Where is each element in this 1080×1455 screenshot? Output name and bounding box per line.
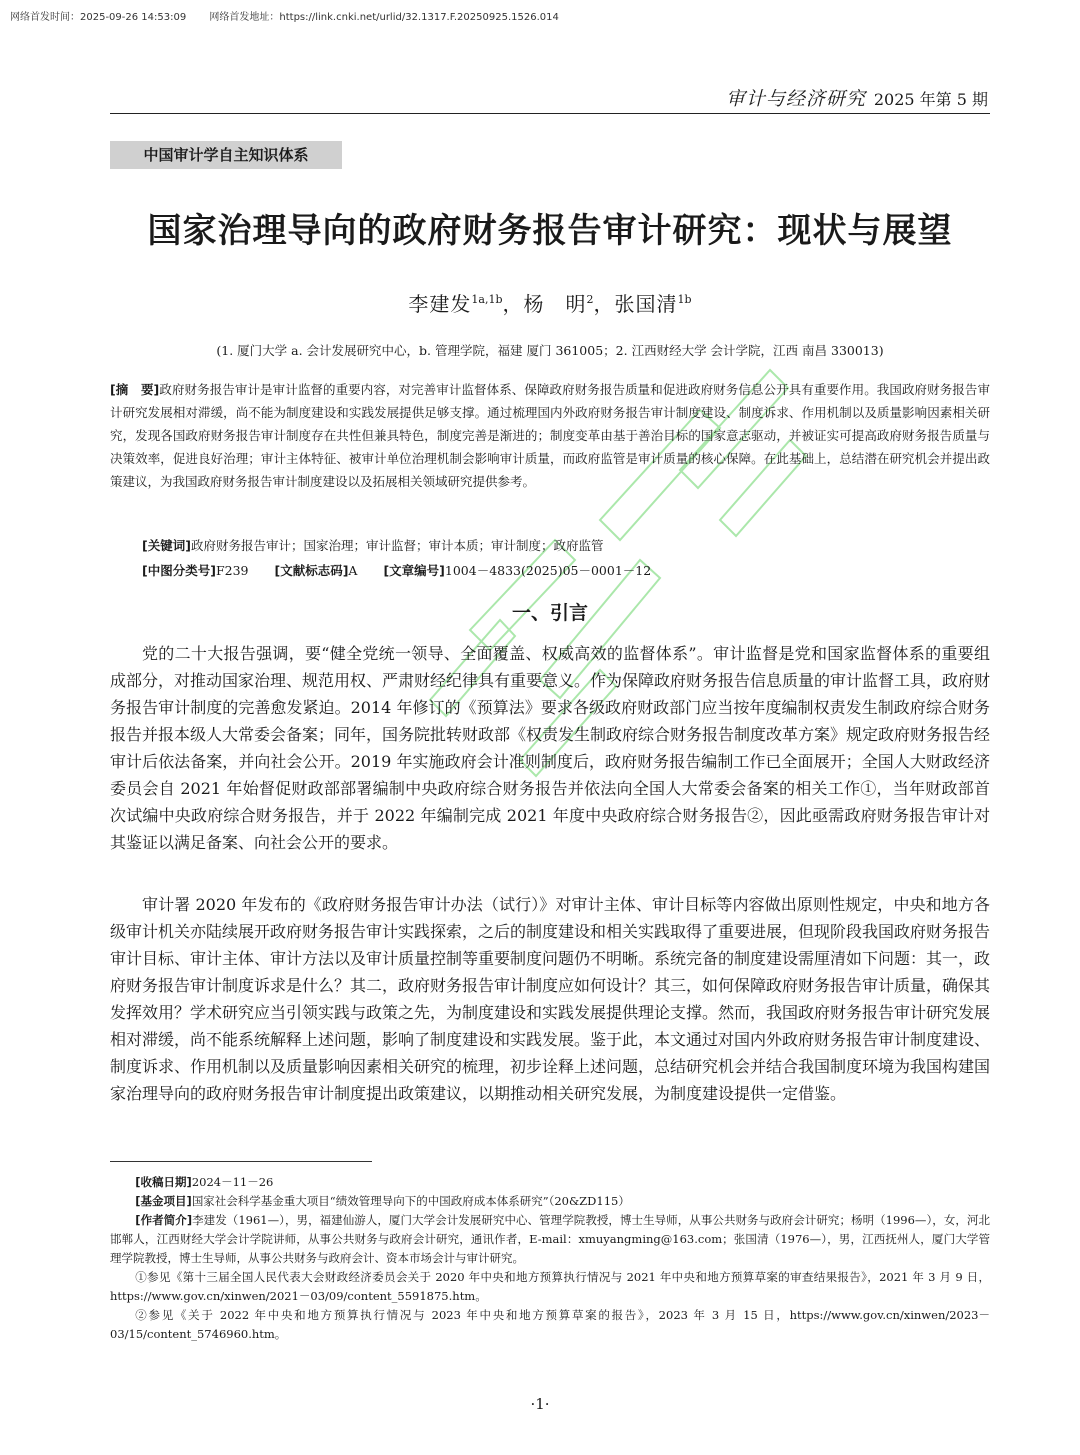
classification-line [142,561,651,579]
footnote-2: ②参见《关于 2022 年中央和地方预算执行情况与 2023 年中央和地方预算草案的报告》，2023 年 3 月 15 日，https://www.gov.cn/xinwen/2023－03/15/content_5746960.htm。 [110,1308,990,1341]
fund-info [110,1192,990,1211]
keywords [142,536,603,554]
author-name: 李建发 [408,292,472,316]
author-list: 李建发$^{1a,1b}$，杨 明$^2$，张国清$^{1b}$ [408,292,692,316]
doc-code-label: [文献标志码] [274,563,349,578]
doc-code-value: A [348,563,358,578]
received-date [110,1173,990,1192]
footnote-1: ①参见《第十三届全国人民代表大会财政经济委员会关于 2020 年中央和地方预算执行情况与 2021 年中央和地方预算草案的审查结果报告》，2021 年 3 月 9 日，https://www.gov.cn/xinwen/2021－03/09/content_5591875.htm。 [110,1270,990,1303]
received-value: 2024－11－26 [191,1175,274,1189]
keywords-text: 政府财务报告审计；国家治理；审计监督；审计本质；审计制度；政府监管 [190,538,604,553]
footnote-rule [110,1161,372,1162]
column-tag: 中国审计学自主知识体系 [110,141,342,169]
online-publish-info [10,8,559,23]
author-affil-mark: 2 [586,293,594,306]
author-bio-value: 李建发（1961—），男，福建仙游人，厦门大学会计发展研究中心、管理学院教授，博士生导师，从事公共财务与政府会计研究；杨明（1996—），女，河北邯郸人，江西财经大学会计学院讲师，从事公共财务与政府会计研究，通讯作者，E-mail：xmuyangming@163.com；张国清（1976—），男，江西抚州人，厦门大学管理学院教授，博士生导师，从事公共财务与政府会计、资本市场会计与审计研究。 [110,1213,990,1265]
footnotes [110,1173,990,1344]
article-no-label: [文章编号] [383,563,445,578]
fund-label: [基金项目] [135,1194,192,1208]
author-bio-label: [作者简介] [135,1213,193,1227]
fund-value: 国家社会科学基金重大项目“绩效管理导向下的中国政府成本体系研究”（20&ZD115） [191,1194,630,1208]
journal-issue: 2025 年第 5 期 [873,90,988,109]
clc-value: F239 [215,563,249,578]
article-no-value: 1004－4833(2025)05－0001－12 [444,563,652,578]
journal-name: 审计与经济研究 [725,88,866,110]
keywords-label: [关键词] [142,538,191,553]
page-number: ·1· [530,1395,550,1413]
clc-label: [中图分类号] [142,563,216,578]
received-label: [收稿日期] [135,1175,192,1189]
abstract-label: [摘 要] [110,382,160,397]
author-affil-mark: 1a,1b [471,293,503,306]
author-bio [110,1211,990,1268]
body-paragraph: 党的二十大报告强调，要“健全党统一领导、全面覆盖、权威高效的监督体系”。审计监督是党和国家监督体系的重要组成部分，对推动国家治理、规范用权、严肃财经纪律具有重要意义。作为保障政府财务报告信息质量的审计监督工具，政府财务报告审计制度的完善愈发紧迫。2014 年修订的《预算法》要求各级政府财政部门应当按年度编制权责发生制政府综合财务报告并报本级人大常委会备案；同年，国务院批转财政部《权责发生制政府综合财务报告制度改革方案》规定政府财务报告经审计后依法备案，并向社会公开。2019 年实施政府会计准则制度后，政府财务报告编制工作已全面展开；全国人大财政经济委员会自 2021 年始督促财政部部署编制中央政府综合财务报告并依法向全国人大常委会备案的相关工作①，当年财政部首次试编中央政府综合财务报告，并于 2022 年编制完成 2021 年度中央政府综合财务报告②，因此亟需政府财务报告审计对其鉴证以满足备案、向社会公开的要求。 [110,644,991,852]
abstract-text: 政府财务报告审计是审计监督的重要内容，对完善审计监督体系、保障政府财务报告质量和促进政府财务信息公开具有重要作用。我国政府财务报告审计研究发展相对滞缓，尚不能为制度建设和实践发展提供足够支撑。通过梳理国内外政府财务报告审计制度建设、制度诉求、作用机制以及质量影响因素相关研究，发现各国政府财务报告审计制度存在共性但兼具特色，制度完善是渐进的；制度变革由基于善治目标的国家意志驱动，并被证实可提高政府财务报告质量与决策效率，促进良好治理；审计主体特征、被审计单位治理机制会影响审计质量，而政府监管是审计质量的核心保障。在此基础上，总结潜在研究机会并提出政策建议，为我国政府财务报告审计制度建设以及拓展相关领域研究提供参考。 [110,382,990,489]
body-paragraph: 审计署 2020 年发布的《政府财务报告审计办法（试行）》对审计主体、审计目标等内容做出原则性规定，中央和地方各级审计机关亦陆续展开政府财务报告审计实践探索，之后的制度建设和相关实践取得了重要进展，但现阶段我国政府财务报告审计目标、审计主体、审计方法以及审计质量控制等重要制度问题仍不明晰。系统完备的制度建设需厘清如下问题：其一，政府财务报告审计制度诉求是什么？其二，政府财务报告审计制度应如何设计？其三，如何保障政府财务报告审计质量，确保其发挥效用？学术研究应当引领实践与政策之先，为制度建设和实践发展提供理论支撑。然而，我国政府财务报告审计研究发展相对滞缓，尚不能系统解释上述问题，影响了制度建设和实践发展。鉴于此，本文通过对国内外政府财务报告审计制度建设、制度诉求、作用机制以及质量影响因素相关研究的梳理，初步诠释上述问题，总结研究机会并结合我国制度环境为我国构建国家治理导向的政府财务报告审计制度提出政策建议，以期推动相关研究发展，为制度建设提供一定借鉴。 [110,895,991,1103]
author-affil-mark: 1b [677,293,692,306]
author-name: 张国清 [614,292,678,316]
publish-url: 网络首发地址：https://link.cnki.net/urlid/32.1317.F.20250925.1526.014 [209,12,559,23]
section-heading: 一、引言 [511,602,588,624]
article-title: 国家治理导向的政府财务报告审计研究：现状与展望 [147,211,953,251]
publish-time: 网络首发时间：2025-09-26 14:53:09 [10,12,187,23]
affiliations: (1. 厦门大学 a. 会计发展研究中心，b. 管理学院，福建 厦门 361005；2. 江西财经大学 会计学院，江西 南昌 330013) [216,343,884,358]
journal-header [726,84,988,111]
header-rule [110,113,990,114]
author-name: 杨 明 [523,292,587,316]
abstract [110,378,990,493]
